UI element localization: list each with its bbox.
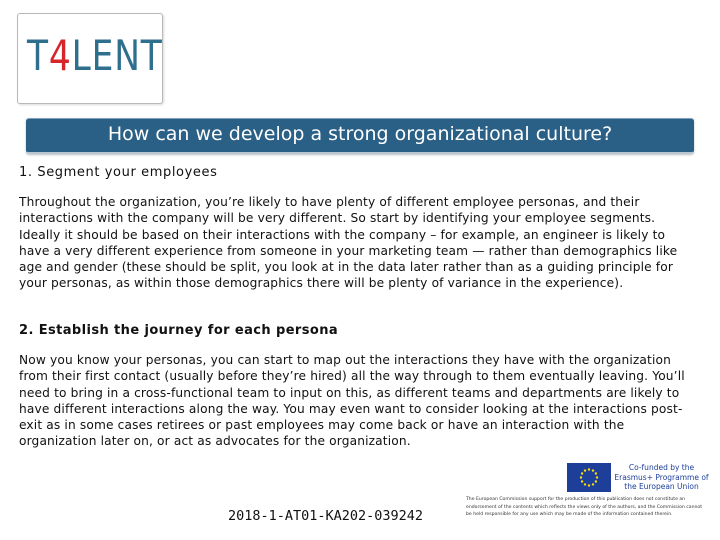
eu-flag-icon: [567, 463, 611, 492]
eu-cofunded-text: Co-funded by the Erasmus+ Programme of the European Union: [614, 463, 709, 491]
logo-text-part: T: [27, 31, 49, 80]
logo: [17, 13, 163, 104]
logo-text-part: LENT: [71, 31, 163, 80]
logo-text-accent: 4: [48, 31, 72, 80]
section-heading-journey: 2. Establish the journey for each persona: [19, 323, 339, 338]
page-title: How can we develop a strong organizational culture?: [107, 123, 613, 145]
project-reference: 2018-1-AT01-KA202-039242: [228, 508, 424, 524]
eu-disclaimer: The European Commission support for the production of this publication does not constitute an endorsement of the contents which reflects the views only of the authors, and the Commission cannot be held responsible for any use which may be made of the information contained therein.: [466, 497, 703, 518]
section-body-segment: Throughout the organization, you’re likely to have plenty of different employee personas, and their interactions with the company will be very different. So start by identifying your employee segments. Ideally it should be based on their interactions with the company – for example, an engineer is likely to have a very different experience from someone in your marketing team — rather than demographics like age and gender (these should be split, you look at in the data later rather than as a guiding principle for your personas, as within those demographics there will be plenty of variance in the experience).: [19, 195, 678, 291]
logo-text: [27, 30, 163, 82]
section-heading-segment: 1. Segment your employees: [19, 165, 218, 180]
section-body-journey: Now you know your personas, you can start to map out the interactions they have with the organization from their first contact (usually before they’re hired) all the way through to them eventually leaving. You’ll need to bring in a cross-functional team to input on this, as different teams and departments are likely to have different interactions along the way. You may even want to consider looking at the interactions post-exit as in some cases retirees or past employees may come back or have an interaction with the organization later on, or act as advocates for the organization.: [19, 353, 685, 449]
title-banner: [26, 118, 694, 154]
